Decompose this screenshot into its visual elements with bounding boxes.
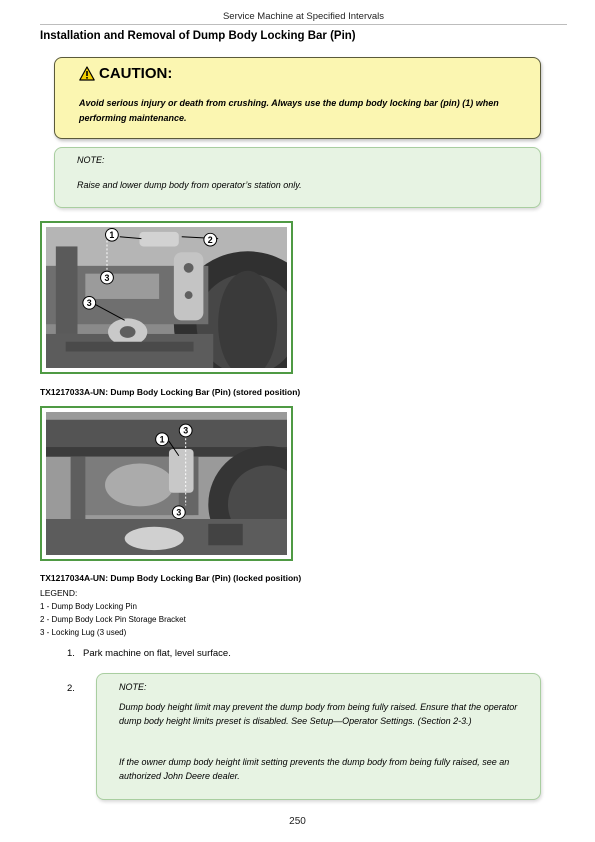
note-box-height-limit (96, 673, 541, 800)
page-number: 250 (289, 816, 306, 827)
svg-text:3: 3 (104, 272, 110, 283)
note-label: NOTE: (77, 155, 105, 165)
step-number: 1. (67, 648, 75, 659)
callout-3 (83, 297, 96, 310)
caution-heading (79, 65, 172, 82)
svg-text:1: 1 (159, 434, 165, 445)
step-2-number: 2. (67, 683, 75, 694)
figure-caption: TX1217034A-UN: Dump Body Locking Bar (Pin) (locked position) (40, 573, 302, 583)
note-box-operator-station (54, 147, 541, 208)
step-text: Park machine on flat, level surface. (83, 648, 231, 659)
photo-locking-bar-locked (46, 412, 287, 555)
svg-text:3: 3 (86, 298, 92, 309)
note-paragraph: Dump body height limit may prevent the dump body from being fully raised. Ensure that the operator dump body height limits preset is disabled. See Setup—Operator Settings. (Section 2-3.) (119, 702, 518, 726)
warning-triangle-icon (79, 66, 95, 81)
figure-stored-position (40, 221, 293, 374)
caution-box (54, 57, 541, 139)
header-rule (40, 24, 567, 25)
section-title: Installation and Removal of Dump Body Locking Bar (Pin) (40, 30, 356, 42)
caution-label: CAUTION: (99, 65, 173, 82)
legend-list (40, 600, 186, 639)
figure-caption: TX1217033A-UN: Dump Body Locking Bar (Pin) (stored position) (40, 387, 301, 397)
callout-3 (101, 271, 114, 284)
callout-1 (156, 433, 169, 446)
running-header: Service Machine at Specified Intervals (222, 11, 385, 22)
photo-locking-bar-stored (46, 227, 287, 368)
svg-text:1: 1 (109, 230, 115, 240)
legend-title: LEGEND: (40, 588, 78, 598)
callout-1 (106, 228, 119, 241)
figure-locked-position (40, 406, 293, 561)
note-paragraph: If the owner dump body height limit setting prevents the dump body from being fully raised, see an authorized John Deere dealer. (119, 757, 510, 781)
svg-text:2: 2 (207, 234, 213, 245)
callout-2 (204, 233, 217, 246)
legend-item: 1 - Dump Body Locking Pin (40, 602, 137, 611)
note-text: Raise and lower dump body from operator’s station only. (77, 180, 302, 190)
legend-item: 3 - Locking Lug (3 used) (40, 628, 127, 637)
svg-text:3: 3 (183, 425, 189, 436)
note-label: NOTE: (119, 682, 147, 692)
svg-text:3: 3 (176, 507, 182, 518)
caution-text: Avoid serious injury or death from crushing. Always use the dump body locking bar (pin) (1) when performing maintenance. (79, 98, 499, 123)
step-1 (67, 648, 231, 659)
callout-3 (179, 424, 192, 437)
callout-3 (172, 506, 185, 519)
legend-item: 2 - Dump Body Lock Pin Storage Bracket (40, 615, 186, 624)
